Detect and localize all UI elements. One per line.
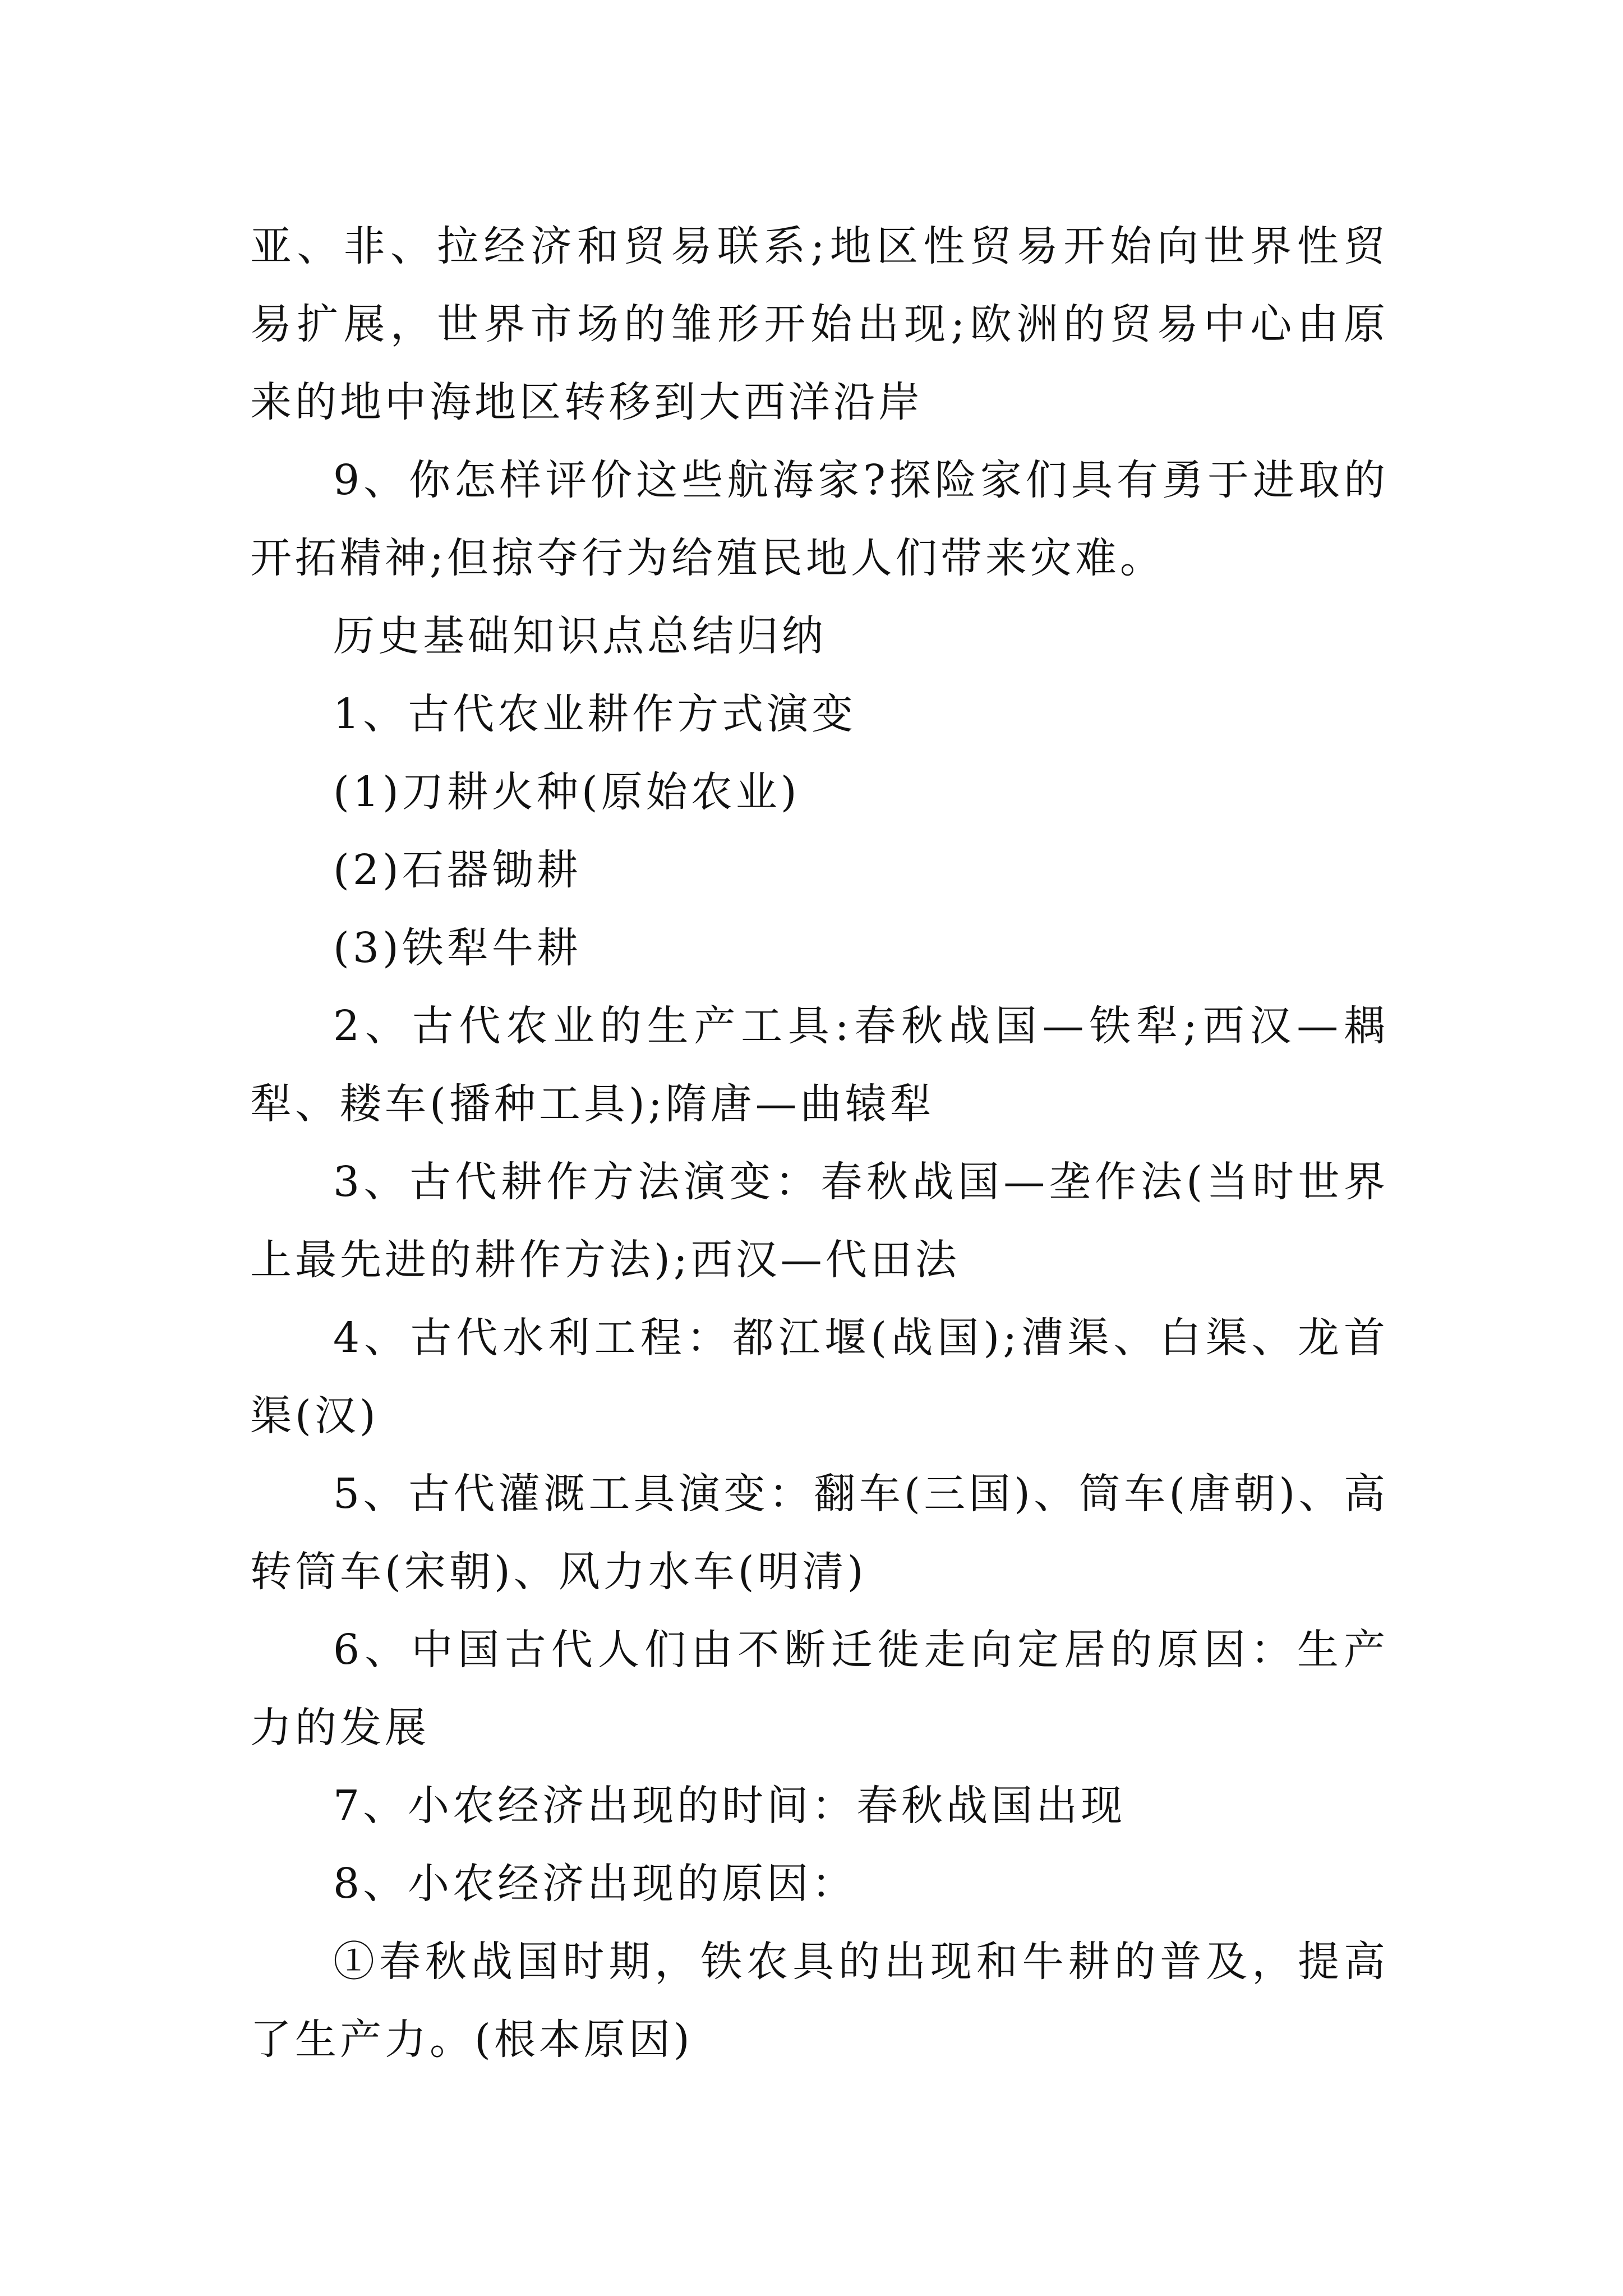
paragraph: 2、古代农业的生产工具:春秋战国—铁犁;西汉—耦犁、耧车(播种工具);隋唐—曲辕犁 <box>250 1002 1389 1128</box>
paragraph: 5、古代灌溉工具演变：翻车(三国)、筒车(唐朝)、高转筒车(宋朝)、风力水车(明清) <box>250 1470 1389 1596</box>
list-item: (2)石器锄耕 <box>333 846 582 894</box>
paragraph: 1、古代农业耕作方式演变 <box>333 690 857 738</box>
paragraph: 6、中国古代人们由不断迁徙走向定居的原因：生产力的发展 <box>250 1626 1389 1752</box>
paragraph: ①春秋战国时期，铁农具的出现和牛耕的普及，提高了生产力。(根本原因) <box>250 1938 1389 2064</box>
section-heading: 历史基础知识点总结归纳 <box>333 612 827 660</box>
paragraph: 亚、非、拉经济和贸易联系;地区性贸易开始向世界性贸易扩展，世界市场的雏形开始出现;欧洲的贸易中心由原来的地中海地区转移到大西洋沿岸 <box>250 222 1389 426</box>
paragraph: 3、古代耕作方法演变：春秋战国—垄作法(当时世界上最先进的耕作方法);西汉—代田法 <box>250 1158 1389 1284</box>
list-item: (1)刀耕火种(原始农业) <box>333 768 800 816</box>
paragraph: 4、古代水利工程：都江堰(战国);漕渠、白渠、龙首渠(汉) <box>250 1314 1389 1440</box>
paragraph: 9、你怎样评价这些航海家?探险家们具有勇于进取的开拓精神;但掠夺行为给殖民地人们带来灾难。 <box>250 456 1389 582</box>
list-item: (3)铁犁牛耕 <box>333 924 582 972</box>
paragraph: 7、小农经济出现的时间：春秋战国出现 <box>333 1782 1126 1830</box>
body-text <box>250 208 1389 2079</box>
paragraph: 8、小农经济出现的原因： <box>333 1860 857 1908</box>
